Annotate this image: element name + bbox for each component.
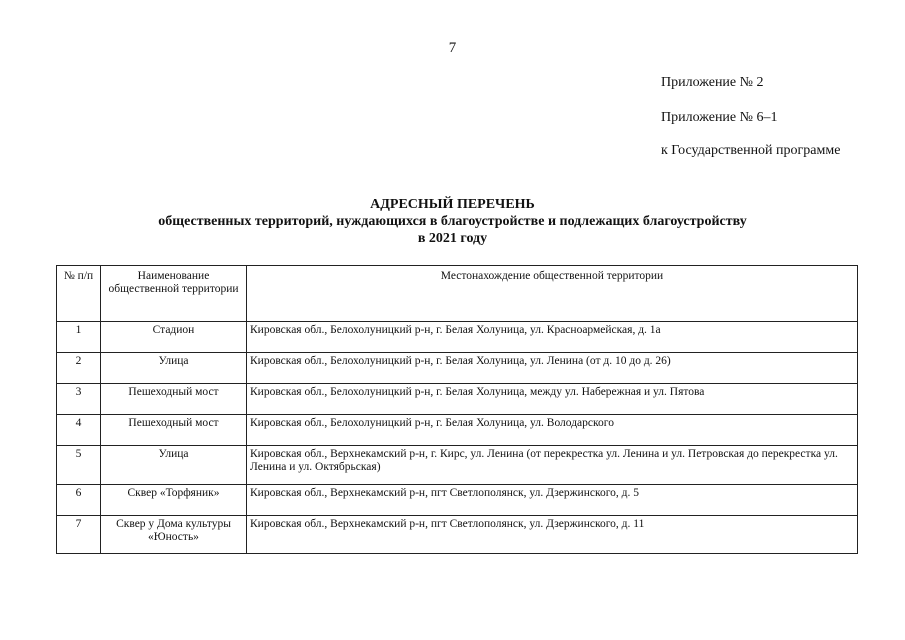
row-location: Кировская обл., Белохолуницкий р-н, г. Белая Холуница, между ул. Набережная и ул. Пятова — [247, 384, 858, 415]
appendix-line-3: к Государственной программе — [661, 143, 841, 158]
row-name: Улица — [101, 446, 247, 485]
row-num: 4 — [57, 415, 101, 446]
table-row — [57, 384, 858, 415]
table-row — [57, 322, 858, 353]
table-header-row — [57, 266, 858, 322]
row-num: 5 — [57, 446, 101, 485]
table-row — [57, 485, 858, 516]
title-line-2: общественных территорий, нуждающихся в благоустройстве и подлежащих благоустройству — [158, 214, 747, 229]
appendix-line-1: Приложение № 2 — [661, 75, 764, 90]
address-table — [56, 265, 858, 554]
row-location: Кировская обл., Верхнекамский р-н, г. Кирс, ул. Ленина (от перекрестка ул. Ленина и ул. Петровская до перекрестка ул. Ленина и ул. Октябрьская) — [247, 446, 858, 485]
table-row — [57, 516, 858, 554]
row-name: Пешеходный мост — [101, 415, 247, 446]
row-name: Стадион — [101, 322, 247, 353]
row-num: 6 — [57, 485, 101, 516]
row-location: Кировская обл., Белохолуницкий р-н, г. Белая Холуница, ул. Володарского — [247, 415, 858, 446]
row-name: Сквер у Дома культуры «Юность» — [101, 516, 247, 554]
header-num: № п/п — [57, 266, 101, 322]
row-name: Улица — [101, 353, 247, 384]
row-num: 2 — [57, 353, 101, 384]
header-location: Местонахождение общественной территории — [247, 266, 858, 322]
row-location: Кировская обл., Белохолуницкий р-н, г. Белая Холуница, ул. Красноармейская, д. 1а — [247, 322, 858, 353]
header-name: Наименование общественной территории — [101, 266, 247, 322]
appendix-line-2: Приложение № 6–1 — [661, 110, 778, 125]
row-num: 1 — [57, 322, 101, 353]
title-line-1: АДРЕСНЫЙ ПЕРЕЧЕНЬ — [370, 197, 535, 212]
table-row — [57, 446, 858, 485]
table-row — [57, 353, 858, 384]
row-location: Кировская обл., Верхнекамский р-н, пгт Светлополянск, ул. Дзержинского, д. 11 — [247, 516, 858, 554]
row-name: Сквер «Торфяник» — [101, 485, 247, 516]
title-line-3: в 2021 году — [417, 231, 488, 246]
row-num: 7 — [57, 516, 101, 554]
page-number: 7 — [448, 40, 457, 56]
table-row — [57, 415, 858, 446]
document-title — [0, 196, 905, 247]
row-location: Кировская обл., Верхнекамский р-н, пгт Светлополянск, ул. Дзержинского, д. 5 — [247, 485, 858, 516]
row-num: 3 — [57, 384, 101, 415]
row-location: Кировская обл., Белохолуницкий р-н, г. Белая Холуница, ул. Ленина (от д. 10 до д. 26) — [247, 353, 858, 384]
row-name: Пешеходный мост — [101, 384, 247, 415]
